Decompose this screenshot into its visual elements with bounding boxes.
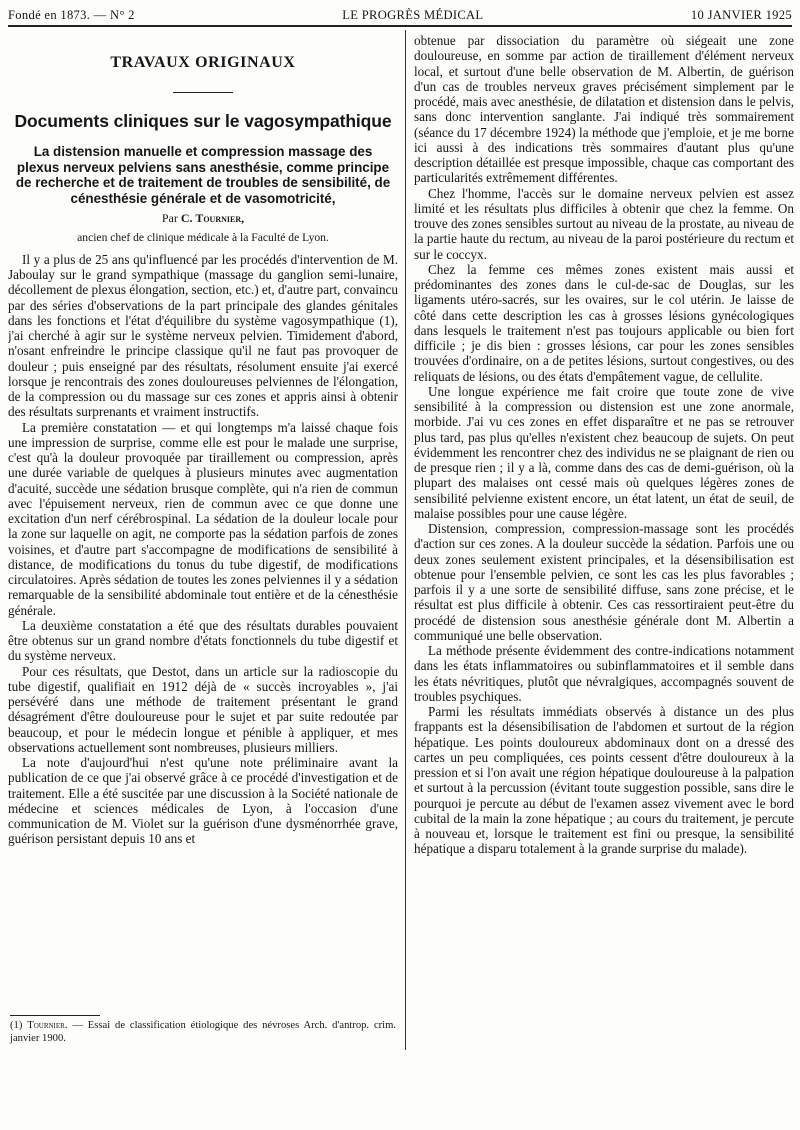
footnote-marker: (1): [10, 1020, 23, 1031]
paragraph: Chez l'homme, l'accès sur le domaine nerveux pelvien est assez limité et les résultats plus difficiles à obtenir que chez la femme. On trouve des zones sensibles surtout au niveau de la prostate, au niveau de la partie haute du rectum, au niveau de la paroi postérieure du rectum et sur le coccyx.: [414, 185, 794, 262]
column-divider: [405, 30, 406, 1050]
header-rule: [8, 25, 792, 27]
paragraph: La note d'aujourd'hui n'est qu'une note préliminaire avant la publication de ce que j'ai observé grâce à ce procédé d'investigation et de traitement. Elle a été suscitée par une discussion à la Société nationale de médecine et sciences médicales de Lyon, à l'occasion d'une communication de M. Violet sur la guérison d'une dysménorrhée grave, guérison persistant depuis 10 ans et: [8, 755, 398, 847]
paragraph: obtenue par dissociation du paramètre où siégeait une zone douloureuse, en somme par action de tiraillement d'élément nerveux local, et surtout d'une belle observation de M. Albertin, de guérison d'un cas de troubles nerveux graves précisément simplement par le procédé, mais avec anesthésie, de dilatation et distension dans le pelvis, sans donc intervention sanglante. J'ai indiqué très sommairement (séance du 17 décembre 1924) la méthode que j'emploie, et je me borne ici aussi à des indications très sommaires d'autant plus qu'une description détaillée est presque impossible, chaque cas comportant des particularités extrêmement différentes.: [414, 33, 794, 186]
right-body: [414, 33, 794, 857]
paragraph: La deuxième constatation a été que des résultats durables pouvaient être obtenus sur un grand nombre d'états fonctionnels du tube digestif et du système nerveux.: [8, 617, 398, 664]
left-body: [8, 252, 398, 847]
paragraph: Une longue expérience me fait croire que toute zone de vive sensibilité à la compression ou distension est une zone anormale, morbide. J'ai vu ces zones en effet disparaître et ne pas se retrouver plus tard, pas plus qu'elles n'existent chez beaucoup de sujets. On peut évidemment les rencontrer chez des individus ne se plaignant de rien ou de presque rien ; il y a là, comme dans des cas de demi-guérison, où la plupart des malaises ont cessé mais où quelques légères zones de sensibilité pelvienne existent encore, un état latent, un état de seuil, de malaise possibles pour une cause légère.: [414, 383, 794, 521]
author-name: C. Tournier,: [180, 210, 245, 225]
page-header: [8, 6, 792, 24]
paragraph: Distension, compression, compression-massage sont les procédés d'action sur ces zones. A la douleur succède la sédation. Parfois une ou deux zones seulement existent principales, et la désensibilisation est obtenue pour l'ensemble pelvien, ce sont les cas les plus favorables ; parfois il y a une sorte de sensibilité diffuse, sans zone précise, et le résultat est plus difficile à obtenir. Ces cas ressortiraient peut-être du procédé de distension sous anesthésie générale dont M. Albertin a communiqué une belle observation.: [414, 521, 794, 643]
paragraph: Chez la femme ces mêmes zones existent mais aussi et prédominantes des zones dans le cul-de-sac de Douglas, sur les ligaments utéro-sacrés, sur les ovaires, sur le col utérin. Je laisse de côté dans cette description les cas à grosses lésions gynécologiques dans lesquels le traitement n'est pas toujours applicable ou bien fort difficile ; je dis bien : grosses lésions, car pour les zones sensibles trouvées d'ordinaire, on a de petites lésions, surtout congestives, ou des reliquats de lésions, ou des états d'empâtement vague, de cellulite.: [414, 261, 794, 384]
paragraph: La première constatation — et qui longtemps m'a laissé chaque fois une impression de surprise, comme elle est pour le malade une surprise, c'est qu'à la douleur provoquée par tiraillement ou compression, après une durée variable de quelques à plusieurs minutes avec augmentation d'acuité, succède une sédation brusque complète, qui n'a rien de commun avec l'épuisement nerveux, rien de commun avec ce que donne une excitation d'un nerf cérébrospinal. La sédation de la douleur locale pour la zone sur laquelle on agit, ne comporte pas la sédation parfois de zones voisines, et d'autre part s'accompagne de modifications de sensibilité à distance, de modifications du tonus du tube digestif, de modifications circulatoires. Après sédation de toutes les zones pelviennes il y a sédation remarquable de la sensibilité abdominale tout entière et de la cénesthésie générale.: [8, 419, 398, 618]
article-subtitle: La distension manuelle et compression massage des plexus nerveux pelviens sans anesthésie, comme principe de recherche et de traitement de troubles de sensibilité, de cénesthésie générale et de vasomotricité,: [15, 144, 391, 207]
footnote-rule: [10, 1015, 100, 1016]
heading-rule: [173, 92, 233, 93]
author-affiliation: ancien chef de clinique médicale à la Faculté de Lyon.: [77, 230, 329, 244]
paragraph: La méthode présente évidemment des contre-indications notamment dans les états inflammatoires ou subinflammatoires et il semble dans les états névritiques, plutôt que névralgiques, accompagnés souvent de troubles psychiques.: [414, 643, 794, 704]
journal-title: LE PROGRÈS MÉDICAL: [342, 7, 484, 22]
founding-line: Fondé en 1873. — N° 2: [8, 7, 135, 22]
paragraph: Il y a plus de 25 ans qu'influencé par les procédés d'intervention de M. Jaboulay sur le grand sympathique (massage du ganglion semi-lunaire, décollement de plexus élongation, section, etc.) et, d'autre part, convaincu par des séries d'observations de la part principale des glandes génitales dans les fonctions et l'état d'équilibre du système vagosympathique (1), j'ai cherché à agir sur le système nerveux pelvien. Timidement d'abord, n'osant enfreindre le principe classique qu'il ne faut pas provoquer de douleur ; puis enseigné par des résultats, résolument ensuite j'ai exercé lorsque je rencontrais des zones douloureuses pelviennes de l'élongation, de la compression ou du massage sur ces zones et appris ainsi à obtenir des résultats surprenants et vraiment instructifs.: [8, 251, 398, 420]
footnote-author: Tournier.: [27, 1020, 68, 1031]
issue-date: 10 JANVIER 1925: [690, 7, 792, 22]
right-column: [414, 33, 794, 1053]
author-line: [8, 211, 398, 226]
left-column: [8, 33, 398, 1053]
paragraph: Pour ces résultats, que Destot, dans un article sur la radioscopie du tube digestif, qualifiait en 1912 déjà de « succès incroyables », j'ai persévéré dans une méthode de traitement présentant le grand désagrément d'être douloureuse pour le sujet et par suite redoutée par beaucoup, et pour le médecin longue et pénible à appliquer, et mes observations actuellement sont nombreuses, plusieurs milliers.: [8, 663, 398, 755]
section-heading: TRAVAUX ORIGINAUX: [110, 54, 296, 71]
author-prefix: Par: [161, 210, 178, 225]
paragraph: Parmi les résultats immédiats observés à distance un des plus frappants est la désensibilisation de l'abdomen et surtout de la région hépatique. Les points douloureux abdominaux dont on a dressé des cartes un peu compliquées, ces points cessent d'être douloureux à la pression et si l'on avait une région hépatique douloureuse à la palpation et surtout à la percussion (évitant toute suggestion possible, sans dire le pourquoi je percute au début de l'examen assez vivement avec le bord cubital de la main la zone hépatique ; au cours du traitement, je percute à nouveau et, lorsque le traitement est fini ou presque, la sensibilité hépatique a disparu totalement à la grande surprise du malade).: [414, 704, 794, 857]
footnote: [10, 1020, 396, 1045]
footnote-text: — Essai de classification étiologique des névroses Arch. d'antrop. crim. janvier 1900.: [10, 1020, 397, 1044]
article-title: Documents cliniques sur le vagosympathique: [14, 111, 392, 131]
